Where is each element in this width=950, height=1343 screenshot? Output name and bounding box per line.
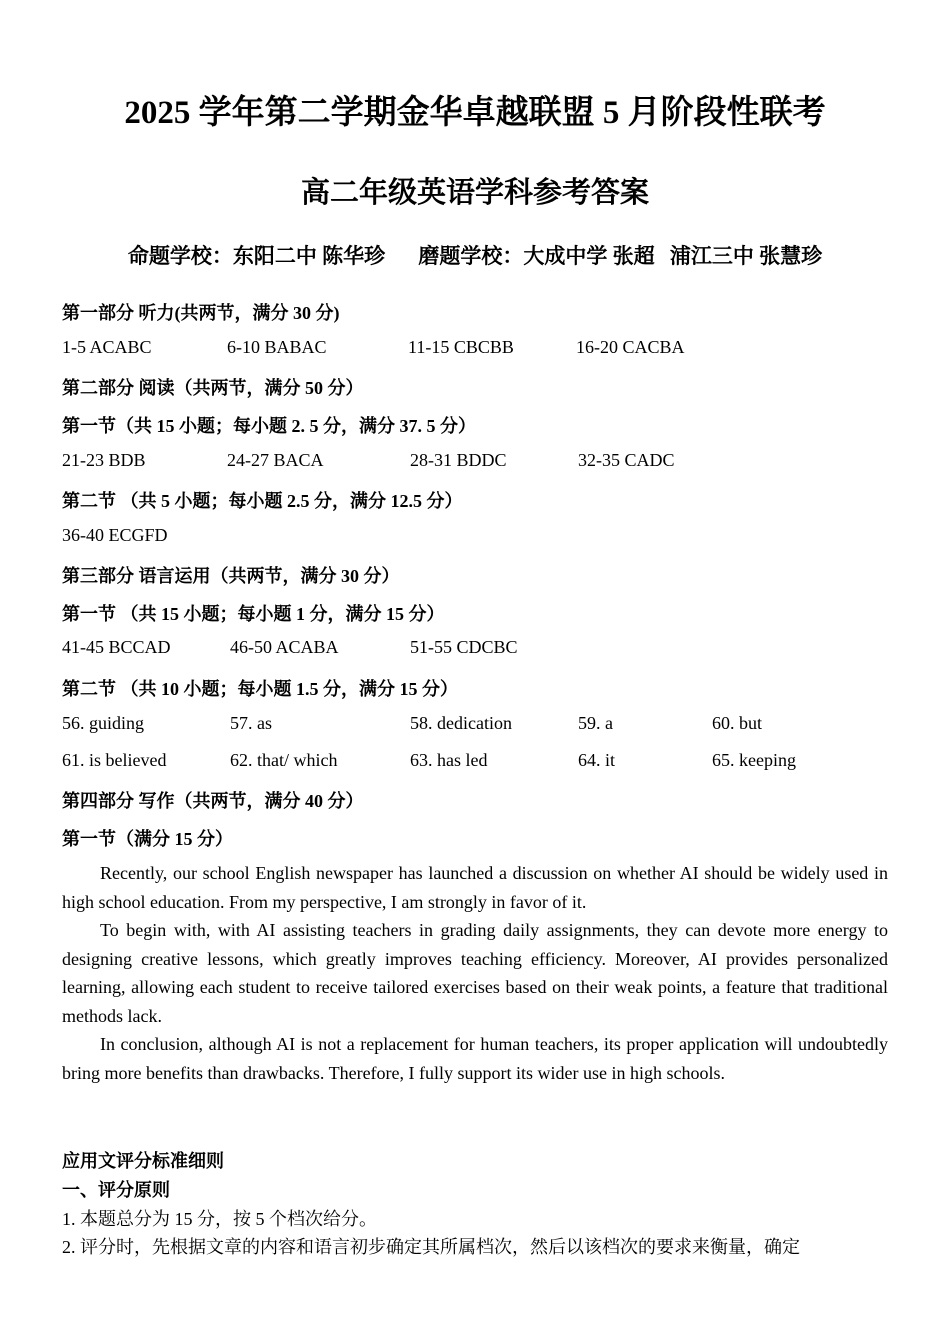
answer-item: 64. it xyxy=(578,750,616,770)
answer-group: 1-5 ACABC xyxy=(62,337,152,357)
essay-paragraph: To begin with, with AI assisting teachers in grading daily assignments, they can devote more energy to designing creative lessons, which greatly improves teaching efficiency. Moreover, AI provides personalized learning, allowing each student to receive tailored exercises based on their weak points, a feature that traditional methods lack. xyxy=(62,920,888,1026)
answer-group: 6-10 BABAC xyxy=(227,337,327,357)
part3-heading: 第三部分 语言运用（共两节，满分 30 分） xyxy=(62,566,400,586)
answer-group: 46-50 ACABA xyxy=(230,637,339,657)
part3-section2-heading: 第二节 （共 10 小题；每小题 1.5 分，满分 15 分） xyxy=(62,679,458,699)
answer-group: 21-23 BDB xyxy=(62,450,146,470)
answer-group: 11-15 CBCBB xyxy=(408,337,514,357)
document-subtitle: 高二年级英语学科参考答案 xyxy=(300,177,649,209)
answer-item: 60. but xyxy=(712,713,763,733)
essay-paragraph: In conclusion, although AI is not a replacement for human teachers, its proper application will undoubtedly bring more benefits than drawbacks. Therefore, I fully support its wider use in high schools. xyxy=(62,1034,888,1083)
reviewer-school-2: 浦江三中 张慧珍 xyxy=(669,244,823,268)
reviewer-school-1: 磨题学校：大成中学 张超 xyxy=(418,244,655,268)
part4-section1-heading: 第一节（满分 15 分） xyxy=(62,829,233,849)
part2-heading: 第二部分 阅读（共两节，满分 50 分） xyxy=(62,378,364,398)
part2-section2-heading: 第二节 （共 5 小题；每小题 2.5 分，满分 12.5 分） xyxy=(62,491,463,511)
answer-group: 36-40 ECGFD xyxy=(62,525,168,545)
rubric-item: 1. 本题总分为 15 分，按 5 个档次给分。 xyxy=(62,1209,377,1229)
answer-item: 58. dedication xyxy=(410,713,512,733)
author-line xyxy=(0,240,950,270)
answer-item: 62. that/ which xyxy=(230,750,338,770)
answer-item: 61. is believed xyxy=(62,750,167,770)
answer-item: 57. as xyxy=(230,713,272,733)
answer-item: 56. guiding xyxy=(62,713,145,733)
answer-group: 16-20 CACBA xyxy=(576,337,685,357)
part3-section1-heading: 第一节 （共 15 小题；每小题 1 分，满分 15 分） xyxy=(62,604,445,624)
setter-school: 命题学校：东阳二中 陈华珍 xyxy=(127,244,386,268)
answer-group: 28-31 BDDC xyxy=(410,450,507,470)
answer-item: 63. has led xyxy=(410,750,488,770)
document-title: 2025 学年第二学期金华卓越联盟 5 月阶段性联考 xyxy=(124,95,826,131)
part2-section1-heading: 第一节（共 15 小题；每小题 2. 5 分，满分 37. 5 分） xyxy=(62,416,476,436)
essay-paragraph: Recently, our school English newspaper has launched a discussion on whether AI should be widely used in high school education. From my perspective, I am strongly in favor of it. xyxy=(62,863,888,912)
answer-item: 65. keeping xyxy=(712,750,796,770)
rubric-heading: 应用文评分标准细则 xyxy=(62,1151,224,1171)
answer-item: 59. a xyxy=(578,713,613,733)
part4-heading: 第四部分 写作（共两节，满分 40 分） xyxy=(62,791,364,811)
answer-group: 32-35 CADC xyxy=(578,450,675,470)
answer-group: 41-45 BCCAD xyxy=(62,637,171,657)
answer-group: 24-27 BACA xyxy=(227,450,324,470)
rubric-item: 2. 评分时，先根据文章的内容和语言初步确定其所属档次，然后以该档次的要求来衡量，确定 xyxy=(62,1237,800,1257)
part1-heading: 第一部分 听力(共两节，满分 30 分) xyxy=(62,303,340,323)
answer-group: 51-55 CDCBC xyxy=(410,637,518,657)
rubric-principle-heading: 一、评分原则 xyxy=(62,1180,170,1200)
